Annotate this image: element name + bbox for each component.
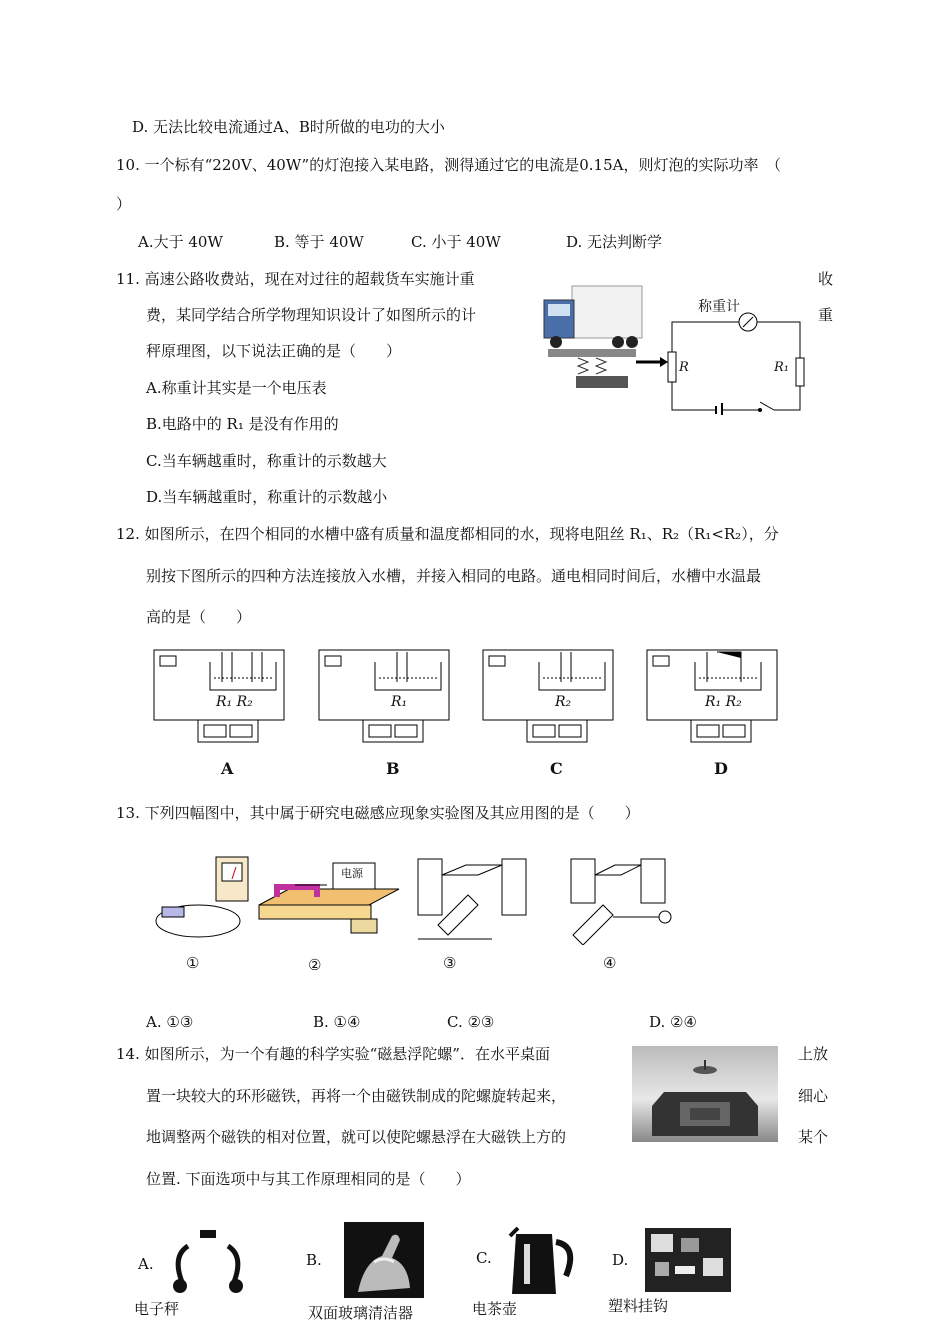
truck-icon [544, 286, 642, 348]
q13-figure-1 [152, 855, 252, 945]
q12-label-c: C [550, 759, 563, 778]
q13-option-b: B. ①④ [313, 1013, 361, 1031]
q10-stem-line2: ） [116, 195, 132, 213]
q12-circuit-b [317, 648, 452, 748]
q11-option-c: C.当车辆越重时，称重计的示数越大 [146, 452, 387, 470]
q10-option-a: A.大于 40W [138, 233, 223, 251]
q12-label-b: B [386, 759, 400, 778]
q11-option-b: B.电路中的 R₁ 是没有作用的 [146, 415, 339, 433]
q12-label-d: D [714, 759, 728, 778]
q13-option-d: D. ②④ [649, 1013, 697, 1031]
q14-option-c-letter: C. [476, 1249, 492, 1267]
q12-c-resistors: R₂ [555, 694, 572, 710]
q13-figure-label-2: ② [308, 956, 322, 974]
q14-stem-line1-tail: 上放 [798, 1045, 829, 1063]
q12-stem-line1: 12. 如图所示，在四个相同的水槽中盛有质量和温度都相同的水，现将电阻丝 R₁、R₂（R₁<R₂），分 [116, 525, 779, 543]
q13-figure-2 [257, 855, 407, 945]
q14-stem-line1: 14. 如图所示，为一个有趣的科学实验“磁悬浮陀螺”．在水平桌面 [116, 1045, 550, 1063]
q11-weighing-circuit-figure [538, 280, 808, 415]
q14-levitating-top-photo [632, 1046, 778, 1142]
q14-option-c-image [506, 1222, 580, 1298]
q11-option-d: D.当车辆越重时，称重计的示数越小 [146, 488, 388, 506]
q10-option-c: C. 小于 40W [411, 233, 501, 251]
q14-stem-line4: 位置. 下面选项中与其工作原理相同的是（ ） [146, 1170, 471, 1188]
power-source-label: 电源 [341, 867, 363, 880]
q12-stem-line3: 高的是（ ） [146, 608, 252, 626]
q14-option-d-caption: 塑料挂钩 [608, 1297, 669, 1315]
q11-stem-line3: 秤原理图，以下说法正确的是（ ） [146, 342, 402, 360]
q11-stem-line2: 费，某同学结合所学物理知识设计了如图所示的计 [146, 306, 477, 324]
q10-stem-line1: 10. 一个标有“220V、40W”的灯泡接入某电路，测得通过它的电流是0.15A，则灯泡的实际功率 （ [116, 156, 781, 174]
resistor-r-label: R [679, 360, 689, 375]
q12-circuit-c [481, 648, 616, 748]
q14-option-b-letter: B. [306, 1251, 322, 1269]
q14-option-a-caption: 电子秤 [134, 1300, 180, 1318]
q10-option-d: D. 无法判断学 [566, 233, 663, 251]
resistor-r1-label: R₁ [774, 360, 789, 375]
q14-stem-line2-tail: 细心 [798, 1087, 829, 1105]
q10-option-b: B. 等于 40W [274, 233, 364, 251]
q9-option-d: D. 无法比较电流通过A、B时所做的电功的大小 [132, 118, 445, 136]
q13-figure-label-1: ① [186, 954, 200, 972]
q13-option-a: A. ①③ [146, 1013, 194, 1031]
q11-option-a: A.称重计其实是一个电压表 [146, 379, 327, 397]
q13-stem-line1: 13. 下列四幅图中，其中属于研究电磁感应现象实验图及其应用图的是（ ） [116, 804, 640, 822]
q13-figure-4 [557, 855, 677, 945]
q14-stem-line3-tail: 某个 [798, 1128, 829, 1146]
q12-label-a: A [221, 759, 234, 778]
q13-figure-3 [412, 855, 532, 945]
q12-a-resistors: R₁ R₂ [216, 694, 253, 710]
q14-option-a-image [166, 1226, 250, 1298]
q11-stem-line1: 11. 高速公路收费站，现在对过往的超载货车实施计重 [116, 270, 475, 288]
q13-figure-label-3: ③ [443, 954, 457, 972]
q12-circuit-a [152, 648, 287, 748]
q11-stem-line1-tail: 收 [818, 270, 834, 288]
q14-option-a-letter: A. [138, 1255, 154, 1273]
q14-option-c-caption: 电茶壶 [472, 1300, 518, 1318]
q13-option-c: C. ②③ [447, 1013, 495, 1031]
meter-label: 称重计 [698, 299, 740, 315]
q14-option-d-letter: D. [612, 1251, 629, 1269]
q14-option-d-image [645, 1228, 731, 1292]
q13-figure-label-4: ④ [603, 954, 617, 972]
q14-stem-line2: 置一块较大的环形磁铁，再将一个由磁铁制成的陀螺旋转起来， [146, 1087, 567, 1105]
q11-stem-line2-tail: 重 [818, 306, 834, 324]
q12-stem-line2: 别按下图所示的四种方法连接放入水槽，并接入相同的电路。通电相同时间后，水槽中水温最 [146, 567, 762, 585]
q12-circuit-d [645, 648, 780, 748]
q14-option-b-image [344, 1222, 424, 1298]
q14-stem-line3: 地调整两个磁铁的相对位置，就可以使陀螺悬浮在大磁铁上方的 [146, 1128, 567, 1146]
q12-d-resistors: R₁ R₂ [705, 694, 742, 710]
q12-b-resistors: R₁ [391, 694, 408, 710]
q14-option-b-caption: 双面玻璃清洁器 [308, 1304, 414, 1322]
